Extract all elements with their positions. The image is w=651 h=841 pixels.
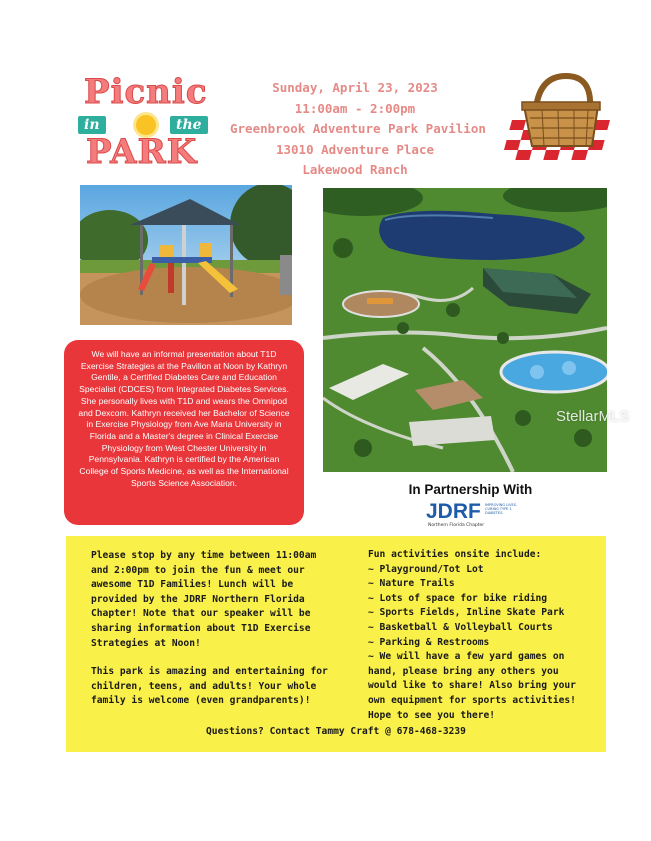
visit-info-column (91, 549, 336, 709)
event-time: 11:00am - 2:00pm (294, 100, 416, 116)
event-address: 13010 Adventure Place (275, 141, 435, 157)
jdrf-tagline: IMPROVING LIVES. CURING TYPE 1 DIABETES. (485, 503, 518, 515)
list-item: ~ Sports Fields, Inline Skate Park (368, 607, 565, 619)
event-details (230, 78, 486, 181)
list-item: ~ Nature Trails (368, 578, 455, 590)
event-venue: Greenbrook Adventure Park Pavilion (230, 121, 486, 136)
list-item: ~ Parking & Restrooms (368, 636, 490, 648)
activities-column (368, 548, 590, 723)
list-item: ~ Lots of space for bike riding (368, 592, 548, 604)
park-aerial-photo (323, 188, 607, 472)
playground-photo (80, 185, 292, 325)
presentation-description: We will have an informal presentation about T1D Exercise Strategies at the Pavilion at Noon by Kathryn Gentile, a Certified Diabetes Care and Education Specialist (CDCES) from Integrated Diabetes Services. She personally lives with T1D and wears the Omnipod and Dexcom. Kathryn received her Bachelor of Science in Exercise Physiology from Ave Maria University in Florida and a Master's degree in Clinical Exercise Physiology from West Chester University in Pennsylvania. Kathryn is certified by the American College of Sports Medicine, as well as the International Sports Science Association. (64, 340, 304, 525)
jdrf-logo-text: JDRF (426, 500, 481, 523)
event-date: Sunday, April 23, 2023 (272, 80, 438, 95)
logo-word-in: in (78, 116, 106, 134)
contact-line: Questions? Contact Tammy Craft @ 678-468-3239 (206, 726, 466, 737)
jdrf-chapter: Northern Florida Chapter (428, 523, 485, 528)
jdrf-logo (426, 500, 526, 528)
stellarmls-watermark: StellarMLS (556, 408, 630, 425)
logo-word-picnic: Picnic (84, 72, 208, 112)
list-item: ~ Playground/Tot Lot (368, 563, 484, 575)
event-city: Lakewood Ranch (302, 162, 408, 177)
visit-paragraph: Please stop by any time between 11:00am and 2:00pm to join the fun & meet our awesome T1D Families! Lunch will be provided by the JDRF Northern Florida Chapter! Note that our speaker will be sharing information about T1D Exercise Strategies at Noon! (91, 550, 317, 649)
activities-list (368, 563, 590, 724)
logo-word-park: PARK (86, 132, 198, 172)
picnic-in-the-park-logo (78, 72, 218, 172)
activities-heading: Fun activities onsite include: (368, 549, 542, 560)
list-item: ~ Basketball & Volleyball Courts (368, 621, 553, 633)
family-paragraph: This park is amazing and entertaining for children, teens, and adults! Your whole family is welcome (even grandparents)! (91, 666, 328, 707)
partnership-heading: In Partnership With (408, 482, 533, 497)
logo-word-the: the (170, 116, 208, 134)
picnic-basket-icon (502, 68, 614, 180)
list-item: ~ We will have a few yard games on hand, please bring any others you would like to share! Also bring your own equipment for sports activities! Hope to see you there! (368, 651, 576, 721)
